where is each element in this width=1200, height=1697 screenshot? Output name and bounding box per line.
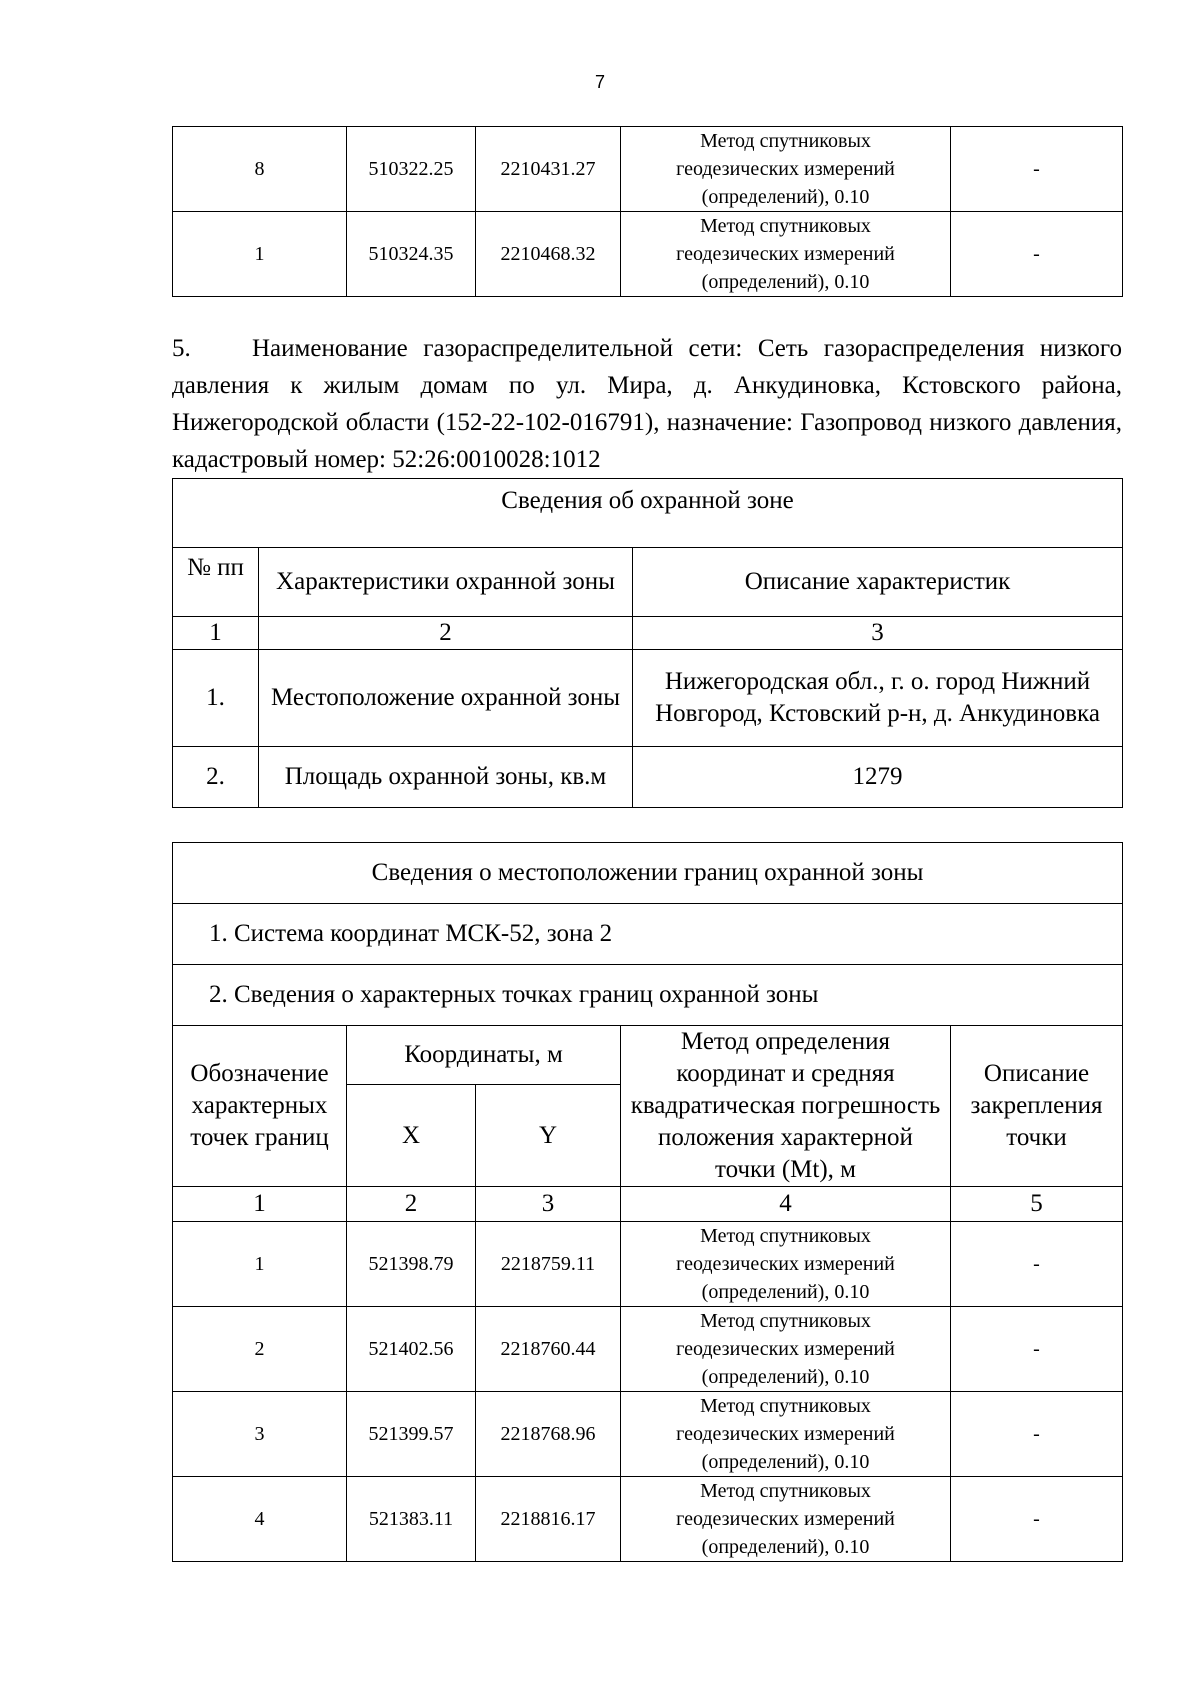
table-row [173,1477,1123,1562]
x-cell: 521383.11 [347,1477,476,1562]
column-number: 4 [621,1187,951,1222]
method-line: (определений), 0.10 [701,271,870,293]
method-line: Метод спутниковых [700,1480,871,1502]
desc-cell: - [951,127,1123,212]
column-number-row [173,617,1123,650]
row-num: 2. [173,747,259,808]
points-subtitle: 2. Сведения о характерных точках границ охранной зоны [173,965,1123,1026]
table-header-row [173,1026,1123,1085]
column-number: 2 [347,1187,476,1222]
desc-cell: - [951,1307,1123,1392]
x-cell: 521399.57 [347,1392,476,1477]
method-line: геодезических измерений [676,158,895,180]
header-num: № пп [173,548,259,617]
column-number: 5 [951,1187,1123,1222]
method-line: (определений), 0.10 [701,1366,870,1388]
point-cell: 1 [173,1222,347,1307]
column-number: 1 [173,617,259,650]
point-cell: 8 [173,127,347,212]
row-name: Местоположение охранной зоны [259,650,633,747]
subtitle-row [173,965,1123,1026]
desc-cell: - [951,1392,1123,1477]
point-cell: 3 [173,1392,347,1477]
method-cell [621,1392,951,1477]
x-cell: 510324.35 [347,212,476,297]
y-cell: 2218759.11 [476,1222,621,1307]
header-designation: Обозначение характерных точек границ [173,1026,347,1187]
header-fixing: Описание закрепления точки [951,1026,1123,1187]
table-header-row [173,548,1123,617]
row-name: Площадь охранной зоны, кв.м [259,747,633,808]
column-number: 3 [633,617,1123,650]
y-cell: 2210468.32 [476,212,621,297]
network-description-paragraph [172,330,1122,478]
y-cell: 2210431.27 [476,127,621,212]
desc-cell: - [951,1222,1123,1307]
method-line: Метод спутниковых [700,130,871,152]
method-line: геодезических измерений [676,1338,895,1360]
table-row [173,650,1123,747]
method-cell [621,212,951,297]
point-cell: 4 [173,1477,347,1562]
desc-cell: - [951,212,1123,297]
header-x: X [347,1085,476,1187]
page-number: 7 [594,72,605,92]
method-line: (определений), 0.10 [701,186,870,208]
table-title-row [173,843,1123,904]
subtitle-row [173,904,1123,965]
desc-cell: - [951,1477,1123,1562]
method-cell [621,127,951,212]
x-cell: 521398.79 [347,1222,476,1307]
method-line: геодезических измерений [676,1423,895,1445]
method-line: геодезических измерений [676,243,895,265]
table-row [173,1222,1123,1307]
row-num: 1. [173,650,259,747]
header-coordinates: Координаты, м [347,1026,621,1085]
top-coordinates-table [172,126,1123,297]
header-method: Метод определения координат и средняя квадратическая погрешность положения характерной точки (Mt), м [621,1026,951,1187]
point-cell: 2 [173,1307,347,1392]
column-number: 2 [259,617,633,650]
method-line: Метод спутниковых [700,1310,871,1332]
y-cell: 2218768.96 [476,1392,621,1477]
column-number: 1 [173,1187,347,1222]
method-line: (определений), 0.10 [701,1536,870,1558]
x-cell: 510322.25 [347,127,476,212]
header-y: Y [476,1085,621,1187]
zone-info-table [172,478,1123,808]
point-cell: 1 [173,212,347,297]
method-cell [621,1307,951,1392]
method-line: Метод спутниковых [700,1395,871,1417]
method-line: Метод спутниковых [700,215,871,237]
table-title: Сведения о местоположении границ охранной зоны [173,843,1123,904]
table-row [173,127,1123,212]
row-value: 1279 [633,747,1123,808]
method-line: геодезических измерений [676,1253,895,1275]
column-number: 3 [476,1187,621,1222]
method-line: геодезических измерений [676,1508,895,1530]
method-line: (определений), 0.10 [701,1281,870,1303]
y-cell: 2218760.44 [476,1307,621,1392]
table-row [173,212,1123,297]
table-row [173,747,1123,808]
table-row [173,1307,1123,1392]
table-title-row [173,479,1123,548]
method-cell [621,1222,951,1307]
row-value: Нижегородская обл., г. о. город Нижний Новгород, Кстовский р-н, д. Анкудиновка [633,650,1123,747]
y-cell: 2218816.17 [476,1477,621,1562]
table-row [173,1392,1123,1477]
paragraph-text: Наименование газораспределительной сети: Сеть газораспределения низкого давления к жилым домам по ул. Мира, д. Анкудиновка, Кстовского района, Нижегородской области (152-22-102-016791), назначение: Газопровод низкого давления, кадастровый номер: 52:26:0010028:1012 [172,335,1122,473]
coordinate-system: 1. Система координат МСК-52, зона 2 [173,904,1123,965]
x-cell: 521402.56 [347,1307,476,1392]
header-description: Описание характеристик [633,548,1123,617]
column-number-row [173,1187,1123,1222]
table-title: Сведения об охранной зоне [173,479,1123,548]
method-cell [621,1477,951,1562]
paragraph-number: 5. [172,335,191,362]
boundary-points-table [172,842,1123,1562]
method-line: (определений), 0.10 [701,1451,870,1473]
method-line: Метод спутниковых [700,1225,871,1247]
header-characteristic: Характеристики охранной зоны [259,548,633,617]
